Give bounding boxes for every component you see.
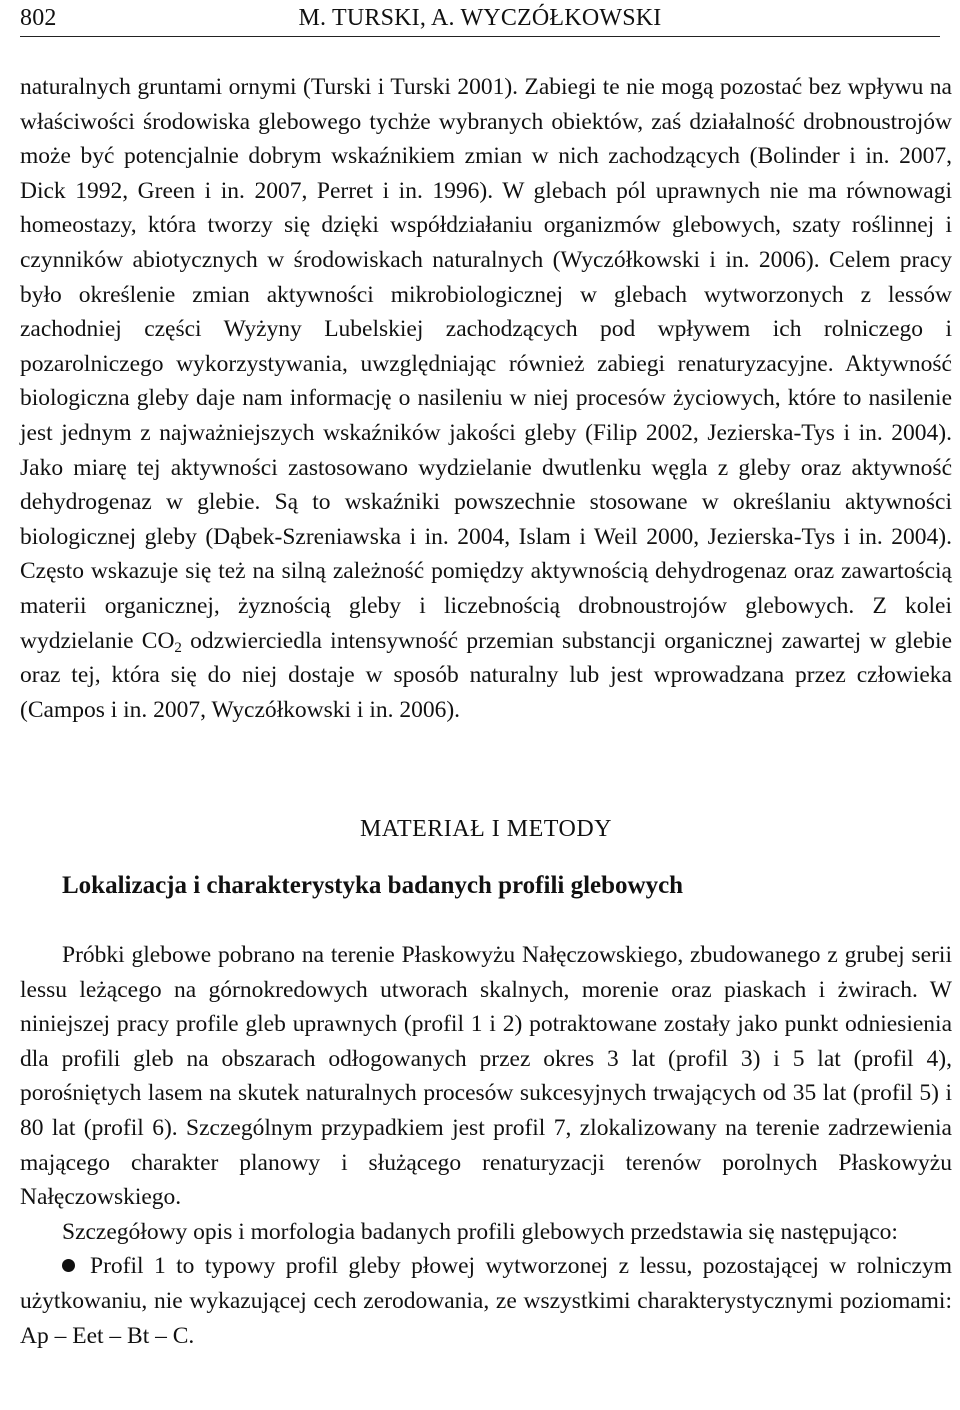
intro-text-block <box>20 70 952 727</box>
bullet-item-text: Profil 1 to typowy profil gleby płowej wytworzonej z lessu, pozostającej w rolniczym użytkowaniu, nie wykazującej cech zerodowania, ze wszystkimi charakterystycznymi poziomami: Ap – Eet – Bt – C. <box>20 1253 952 1349</box>
methods-paragraph-1: Próbki glebowe pobrano na terenie Płaskowyżu Nałęczowskiego, zbudowanego z grubej serii lessu leżącego na górnokredowych utworach skalnych, morenie oraz piaskach i żwirach. W niniejszej pracy profile gleb uprawnych (profil 1 i 2) potraktowane zostały jako punkt odniesienia dla profili gleb na obszarach odłogowanych przez okres 3 lat (profil 3) i 5 lat (profil 4), porośniętych lasem na skutek naturalnych procesów sukcesyjnych trwających od 35 lat (profil 5) i 80 lat (profil 6). Szczególnym przypadkiem jest profil 7, zlokalizowany na terenie zadrzewienia mającego charakter planowy i służącego renaturyzacji terenów porolnych Płaskowyżu Nałęczowskiego. <box>20 942 952 1211</box>
co2-formula <box>142 628 182 654</box>
intro-paragraph-text: naturalnych gruntami ornymi (Turski i Turski 2001). Zabiegi te nie mogą pozostać bez wpływu na właściwości środowiska glebowego tychże wybranych obiektów, zaś działalność drobnoustrojów może być potencjalnie dobrym wskaźnikiem zmian w nich zachodzących (Bolinder i in. 2007, Dick 1992, Green i in. 2007, Perret i in. 1996). W glebach pól uprawnych nie ma równowagi homeostazy, która tworzy się dzięki współdziałaniu organizmów glebowych, szaty roślinnej i czynników abiotycznych w środowiskach naturalnych (Wyczółkowski i in. 2006). Celem pracy było określenie zmian aktywności mikrobiologicznej w glebach wytworzonych z lessów zachodniej części Wyżyny Lubelskiej zachodzących pod wpływem ich rolniczego i pozarolniczego wykorzystywania, uwzględniając również zabiegi renaturyzacyjne. Aktywność biologiczna gleby daje nam informację o nasileniu w niej procesów życiowych, które to nasilenie jest jednym z najważniejszych wskaźników jakości gleby (Filip 2002, Jezierska-Tys i in. 2004). Jako miarę tej aktywności zastosowano wydzielanie dwutlenku węgla z gleby oraz aktywność dehydrogenaz w glebie. Są to wskaźniki powszechnie stosowane w określaniu aktywności biologicznej gleby (Dąbek-Szreniawska i in. 2004, Islam i Weil 2000, Jezierska-Tys i in. 2004). Często wskazuje się też na silną zależność pomiędzy aktywnością dehydrogenaz oraz zawartością materii organicznej, żyznością gleby i liczebnością drobnoustrojów glebowych. Z kolei wydzielanie <box>20 74 952 654</box>
running-header <box>20 4 940 37</box>
running-title: M. TURSKI, A. WYCZÓŁKOWSKI <box>298 5 662 31</box>
methods-paragraph-2: Szczegółowy opis i morfologia badanych profili glebowych przedstawia się następująco: <box>62 1218 898 1245</box>
section-title: MATERIAŁ I METODY <box>359 816 613 842</box>
bullet-item <box>20 1249 952 1353</box>
intro-paragraph-tail: odzwierciedla intensywność przemian substancji organicznej zawartej w glebie oraz tej, która się do niej dostaje w sposób naturalny lub jest wprowadzana przez człowieka (Campos i in. 2007, Wyczółkowski i in. 2006). <box>20 627 953 723</box>
subsection-title: Lokalizacja i charakterystyka badanych profili glebowych <box>62 872 684 899</box>
intro-paragraph <box>20 70 952 727</box>
page-number: 802 <box>20 5 57 31</box>
co2-formula-base: CO <box>141 627 175 654</box>
bullet-icon <box>62 1259 75 1272</box>
co2-formula-subscript: 2 <box>174 639 182 656</box>
methods-text-block <box>20 938 952 1353</box>
